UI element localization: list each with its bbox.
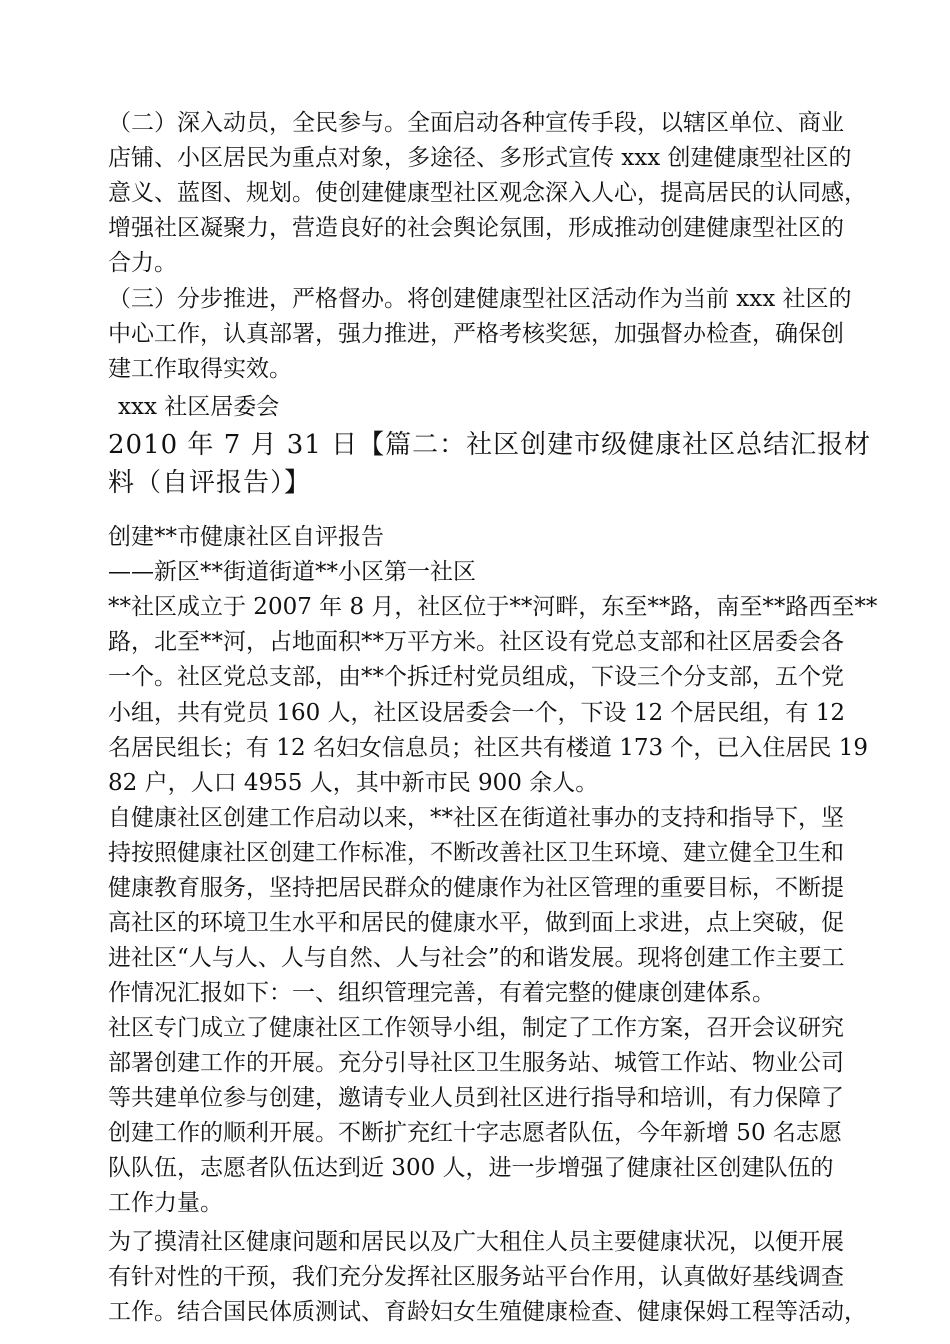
text-line: 高社区的环境卫生水平和居民的健康水平，做到面上求进，点上突破，促 — [108, 910, 844, 936]
text-line: 持按照健康社区创建工作标准，不断改善社区卫生环境、建立健全卫生和 — [108, 840, 844, 866]
text-line: 意义、蓝图、规划。使创建健康型社区观念深入人心，提高居民的认同感， — [108, 180, 867, 206]
section-heading: 2010 年 7 月 31 日【篇二：社区创建市级健康社区总结汇报材 — [108, 430, 872, 460]
text-line: 创建工作的顺利开展。不断扩充红十字志愿者队伍，今年新增 50 名志愿 — [108, 1120, 842, 1146]
text-line: 路，北至**河，占地面积**万平方米。社区设有党总支部和社区居委会各 — [108, 629, 844, 655]
text-line: 一个。社区党总支部，由**个拆迁村党员组成，下设三个分支部，五个党 — [108, 664, 844, 690]
text-line: （二）深入动员，全民参与。全面启动各种宣传手段，以辖区单位、商业 — [108, 110, 844, 136]
text-line: 增强社区凝聚力，营造良好的社会舆论氛围，形成推动创建健康型社区的 — [108, 215, 844, 241]
report-subtitle: ——新区**街道街道**小区第一社区 — [108, 559, 476, 585]
text-line: 作情况汇报如下：一、组织管理完善，有着完整的健康创建体系。 — [108, 980, 775, 1006]
text-line: 小组，共有党员 160 人，社区设居委会一个，下设 12 个居民组，有 12 — [108, 700, 845, 726]
section-heading-cont: 料（自评报告）】 — [108, 468, 312, 498]
text-line: 店铺、小区居民为重点对象，多途径、多形式宣传 xxx 创建健康型社区的 — [108, 145, 852, 171]
text-line: 等共建单位参与创建，邀请专业人员到社区进行指导和培训，有力保障了 — [108, 1085, 844, 1111]
text-line: 自健康社区创建工作启动以来，**社区在街道社事办的支持和指导下，坚 — [108, 805, 844, 831]
text-line: 队队伍，志愿者队伍达到近 300 人，进一步增强了健康社区创建队伍的 — [108, 1155, 834, 1181]
signature: xxx 社区居委会 — [118, 394, 280, 420]
text-line: 82 户，人口 4955 人，其中新市民 900 余人。 — [108, 770, 599, 796]
report-title: 创建**市健康社区自评报告 — [108, 524, 384, 550]
text-line: （三）分步推进，严格督办。将创建健康型社区活动作为当前 xxx 社区的 — [108, 286, 852, 312]
text-line: 为了摸清社区健康问题和居民以及广大租住人员主要健康状况，以便开展 — [108, 1229, 844, 1255]
text-line: 社区专门成立了健康社区工作领导小组，制定了工作方案，召开会议研究 — [108, 1015, 844, 1041]
text-line: 部署创建工作的开展。充分引导社区卫生服务站、城管工作站、物业公司 — [108, 1050, 844, 1076]
text-line: 进社区“人与人、人与自然、人与社会”的和谐发展。现将创建工作主要工 — [108, 945, 845, 971]
text-line: 中心工作，认真部署，强力推进，严格考核奖惩，加强督办检查，确保创 — [108, 321, 844, 347]
text-line: 健康教育服务，坚持把居民群众的健康作为社区管理的重要目标，不断提 — [108, 875, 844, 901]
text-line: 工作。结合国民体质测试、育龄妇女生殖健康检查、健康保姆工程等活动， — [108, 1299, 867, 1325]
text-line: **社区成立于 2007 年 8 月，社区位于**河畔，东至**路，南至**路西至** — [108, 594, 878, 620]
text-line: 名居民组长；有 12 名妇女信息员；社区共有楼道 173 个，已入住居民 19 — [108, 735, 868, 761]
text-line: 工作力量。 — [108, 1190, 223, 1216]
text-line: 合力。 — [108, 250, 177, 276]
text-line: 有针对性的干预，我们充分发挥社区服务站平台作用，认真做好基线调查 — [108, 1264, 844, 1290]
text-line: 建工作取得实效。 — [108, 356, 292, 382]
